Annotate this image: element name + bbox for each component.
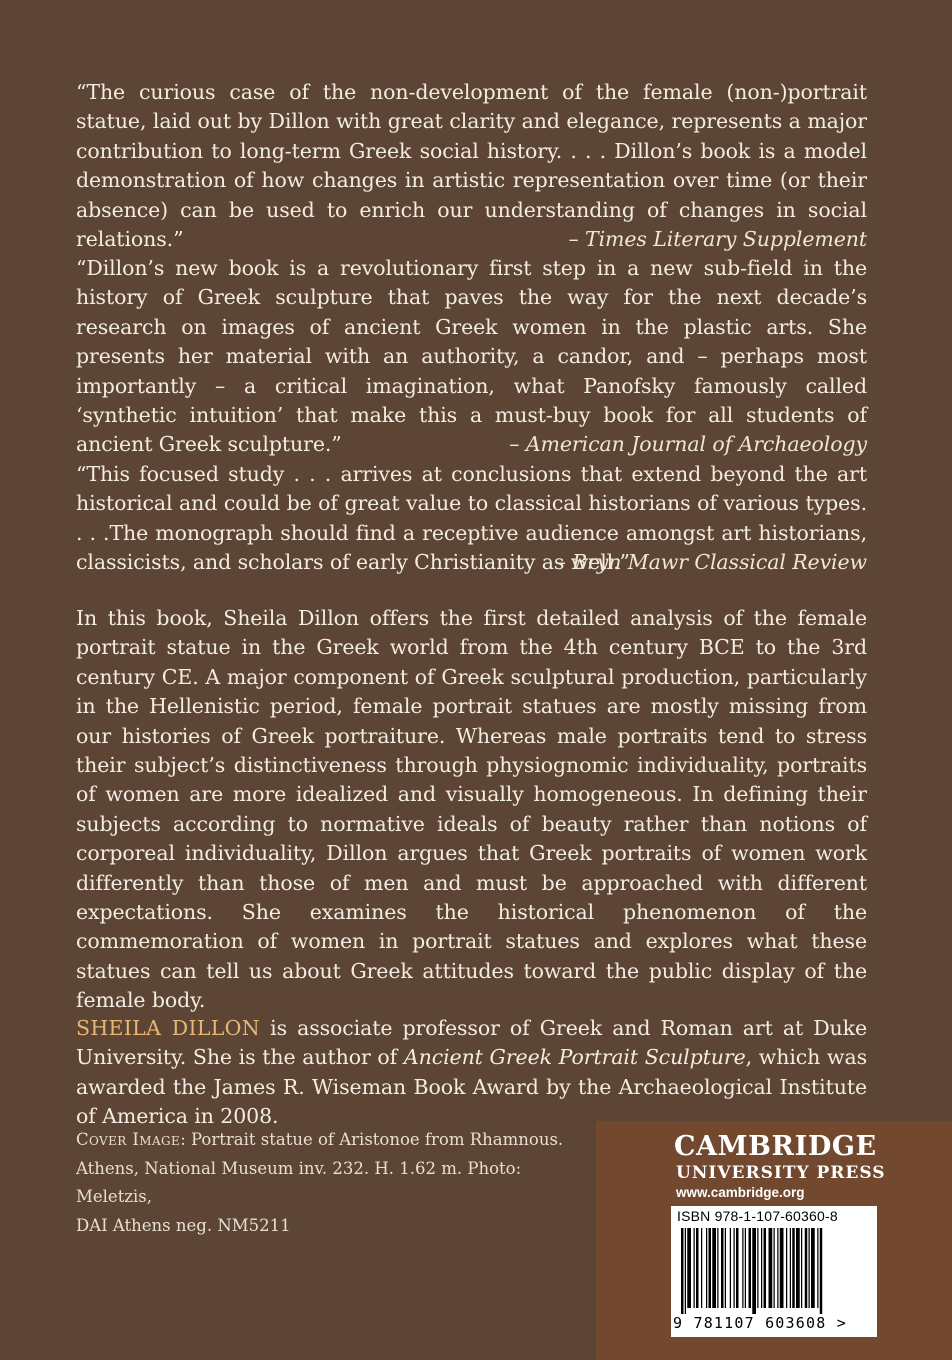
barcode-bar: [811, 1228, 815, 1308]
publisher-url[interactable]: www.cambridge.org: [676, 1185, 805, 1200]
quote-text: “The curious case of the non-development of the female (non-)portrait statue, laid out by Dillon with great clarity and elegance, represents a major contribution to long-term Greek social history. . . . Dillon’s book is a model demonstration of how changes in artistic representation over time (or their absence) can be used to enrich our understanding of changes in social relations.”: [76, 80, 867, 252]
cover-image-label: Cover Image: [76, 1130, 181, 1149]
barcode-bar: [742, 1228, 743, 1308]
credit-line-2: Athens, National Museum inv. 232. H. 1.62 m. Photo: Meletzis,: [76, 1158, 522, 1206]
barcode-bar: [817, 1228, 818, 1308]
barcode-bar: [709, 1228, 712, 1308]
barcode-bar: [745, 1228, 746, 1308]
publisher-name: CAMBRIDGE: [674, 1131, 877, 1162]
isbn-label: ISBN 978-1-107-60360-8: [677, 1208, 838, 1224]
barcode-digits: 9 781107 603608 >: [673, 1314, 847, 1332]
credit-line-3: DAI Athens neg. NM5211: [76, 1215, 291, 1235]
quote-source: – Bryn Mawr Classical Review: [555, 550, 867, 575]
barcode-bar: [734, 1228, 735, 1308]
barcode-bar: [786, 1228, 787, 1308]
barcode-bar: [820, 1228, 823, 1314]
barcode-bar: [701, 1228, 702, 1308]
barcode-bar: [749, 1228, 752, 1308]
review-quote-aja: [76, 254, 867, 460]
barcode-bar: [685, 1228, 686, 1314]
barcode-bar: [687, 1228, 691, 1308]
book-description: In this book, Sheila Dillon offers the first detailed analysis of the female portrait statue in the Greek world from the 4th century BCE to the 3rd century CE. A major component of Greek sculptural production, particularly in the Hellenistic period, female portrait statues are mostly missing from our histories of Greek portraiture. Whereas male portraits tend to stress their subject’s distinctiveness through physiognomic individuality, portraits of women are more idealized and visually homogeneous. In defining their subjects according to normative ideals of beauty rather than notions of corporeal individuality, Dillon argues that Greek portraits of women work differently than those of men and must be approached with different expectations. She examines the historical phenomenon of the commemoration of women in portrait statues and explores what these statues can tell us about Greek attitudes toward the public display of the female body.: [76, 606, 867, 1013]
barcode-bar: [694, 1228, 695, 1308]
cover-image-credit: [76, 1126, 576, 1240]
barcode-bar: [706, 1228, 707, 1308]
barcode-bar: [761, 1228, 762, 1308]
barcode-bar: [730, 1228, 731, 1308]
quote-source: – American Journal of Archaeology: [509, 432, 867, 457]
publisher-panel: [596, 1121, 952, 1360]
barcode-bar: [696, 1228, 699, 1308]
author-name: SHEILA DILLON: [76, 1016, 261, 1040]
barcode-bar: [790, 1228, 791, 1308]
barcode-bar: [757, 1228, 758, 1308]
barcode-bar: [796, 1228, 800, 1308]
barcode-bar: [801, 1228, 802, 1308]
barcode-bar: [736, 1228, 739, 1308]
barcode-bar: [777, 1228, 778, 1308]
author-bio-text-end: , which was awarded the James R. Wiseman Book Award by the Archaeological Institute of America in 2008.: [76, 1045, 867, 1129]
author-bio: [76, 1014, 867, 1132]
barcode-bar: [717, 1228, 718, 1308]
author-bio-text: is associate professor of Greek and Roman art at Duke University. She is the author of: [76, 1016, 867, 1070]
credit-line-1: : Portrait statue of Aristonoe from Rhamnous.: [180, 1130, 564, 1149]
barcode-bar: [780, 1228, 784, 1308]
quote-text: “Dillon’s new book is a revolutionary first step in a new sub-field in the history of Greek sculpture that paves the way for the next decade’s research on images of ancient Greek women in the plastic arts. She presents her material with an authority, a candor, and – perhaps most importantly – a critical imagination, what Panofsky famously called ‘synthetic intuition’ that make this a must-buy book for all students of ancient Greek sculpture.”: [76, 256, 867, 457]
barcode-bar: [809, 1228, 810, 1308]
barcode-bar: [764, 1228, 767, 1308]
barcode-bar: [792, 1228, 795, 1308]
publisher-subname: UNIVERSITY PRESS: [676, 1163, 886, 1183]
barcode-bar: [721, 1228, 724, 1308]
author-book-title: Ancient Greek Portrait Sculpture: [403, 1045, 746, 1070]
barcode-bars: [681, 1228, 867, 1314]
barcode-bar: [769, 1228, 773, 1308]
isbn-barcode: [671, 1206, 877, 1337]
barcode-bar: [681, 1228, 684, 1314]
barcode-bar: [725, 1228, 726, 1308]
review-quote-bmcr: [76, 460, 867, 578]
quote-text: “This focused study . . . arrives at conclusions that extend beyond the art historical and could be of great value to classical historians of various types. . . .The monograph should find a receptive audience amongst art historians, classicists, and scholars of early Christianity as well.”: [76, 462, 867, 575]
quote-source: – Times Literary Supplement: [568, 227, 867, 252]
barcode-bar: [805, 1228, 808, 1308]
barcode-bar: [712, 1228, 716, 1308]
review-quote-tls: [76, 78, 867, 254]
barcode-bar: [752, 1228, 756, 1314]
barcode-bar: [774, 1228, 775, 1308]
